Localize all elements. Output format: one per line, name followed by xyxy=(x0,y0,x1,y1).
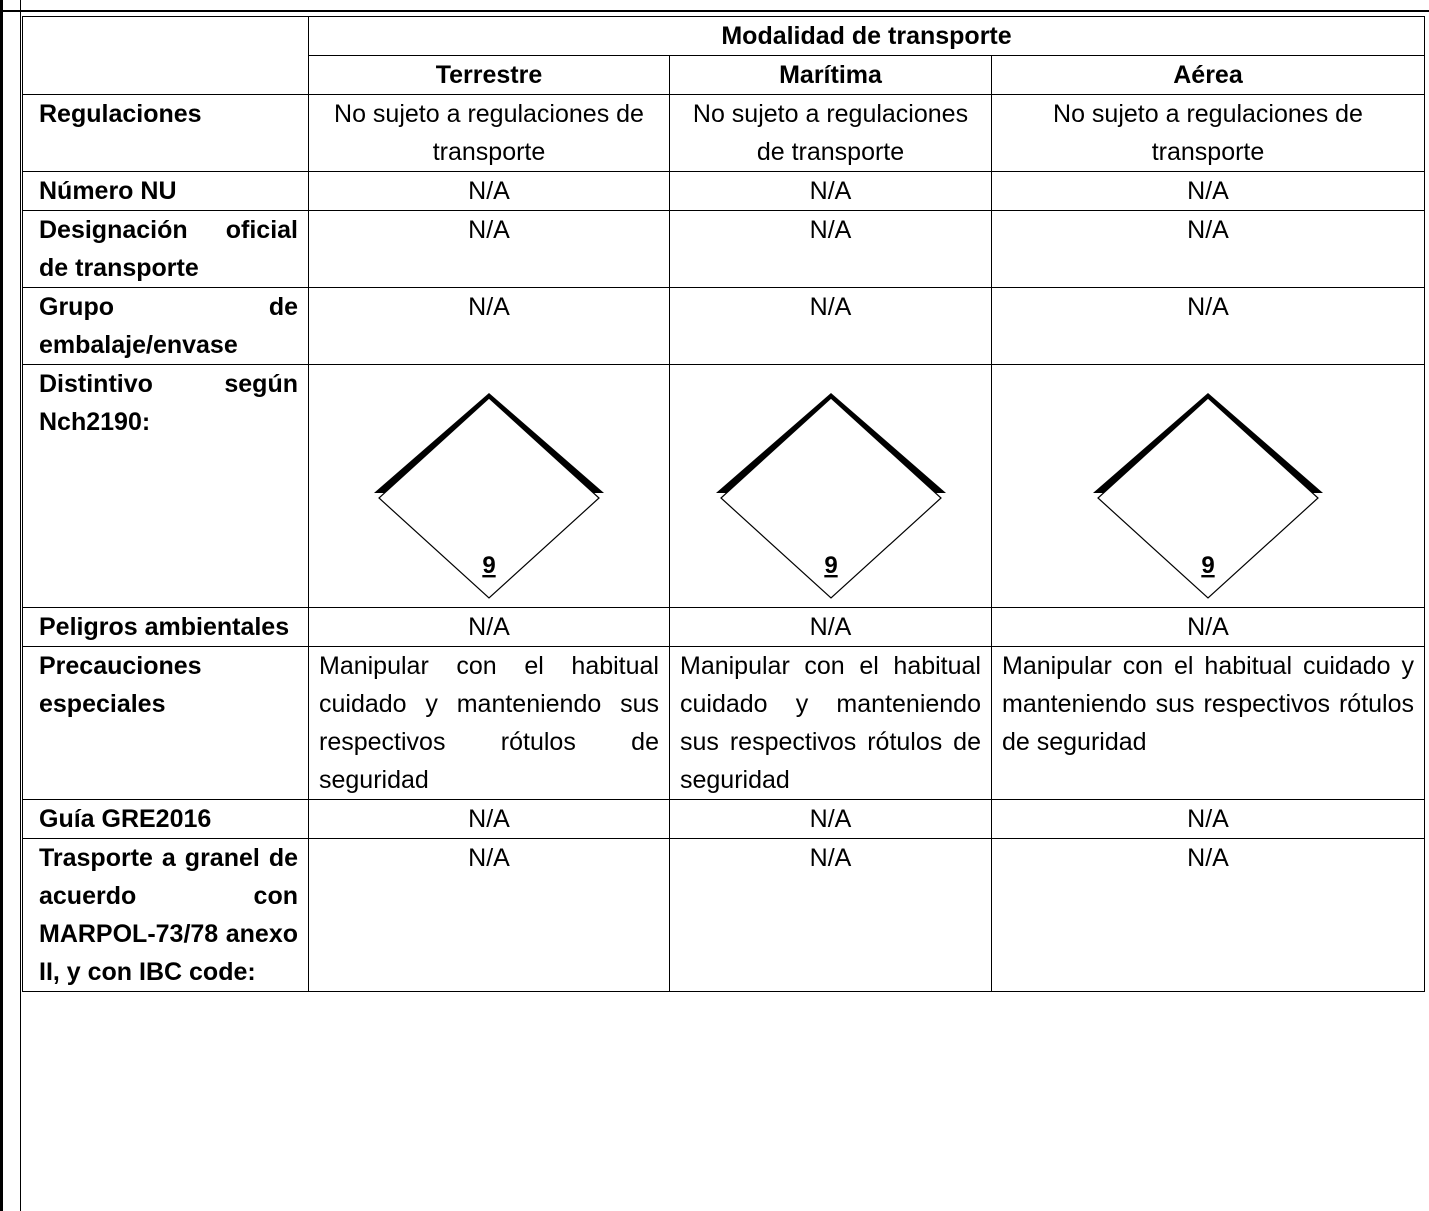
table-cell: N/A xyxy=(670,839,992,992)
table-cell: N/A xyxy=(309,288,670,365)
row-label: Precauciones especiales xyxy=(23,647,309,800)
table-cell: No sujeto a regulaciones de transporte xyxy=(309,95,670,172)
table-row xyxy=(23,608,1425,647)
row-label: Trasporte a granel de acuerdo con MARPOL-73/78 anexo II, y con IBC code: xyxy=(23,839,309,992)
placard-number: 9 xyxy=(1201,552,1215,579)
table-row xyxy=(23,647,1425,800)
row-label: Distintivo según Nch2190: xyxy=(23,365,309,608)
table-cell: N/A xyxy=(309,608,670,647)
header-mode: Marítima xyxy=(670,56,992,95)
table-row xyxy=(23,365,1425,608)
table-cell: N/A xyxy=(309,839,670,992)
row-label: Guía GRE2016 xyxy=(23,800,309,839)
row-label: Grupo de embalaje/envase xyxy=(23,288,309,365)
table-cell: Manipular con el habitual cuidado y manteniendo sus respectivos rótulos de seguridad xyxy=(670,647,992,800)
placard-cell xyxy=(992,365,1425,608)
table-cell: N/A xyxy=(670,800,992,839)
placard-number: 9 xyxy=(482,552,496,579)
placard-cell xyxy=(309,365,670,608)
table-cell: N/A xyxy=(992,839,1425,992)
table-cell: N/A xyxy=(670,211,992,288)
table-cell: N/A xyxy=(992,172,1425,211)
table-cell: Manipular con el habitual cuidado y manteniendo sus respectivos rótulos de seguridad xyxy=(309,647,670,800)
table-cell: N/A xyxy=(670,288,992,365)
header-group: Modalidad de transporte xyxy=(309,17,1425,56)
table-cell: N/A xyxy=(309,211,670,288)
table-cell: N/A xyxy=(309,172,670,211)
table-row xyxy=(23,800,1425,839)
row-label: Designación oficial de transporte xyxy=(23,211,309,288)
transport-table xyxy=(22,16,1425,992)
table-cell: N/A xyxy=(670,608,992,647)
placard-cell xyxy=(670,365,992,608)
class-9-hazard-placard-icon xyxy=(1093,393,1323,603)
table-cell: Manipular con el habitual cuidado y manteniendo sus respectivos rótulos de seguridad xyxy=(992,647,1425,800)
table-row xyxy=(23,211,1425,288)
header-mode: Terrestre xyxy=(309,56,670,95)
row-label: Regulaciones xyxy=(23,95,309,172)
class-9-hazard-placard-icon xyxy=(716,393,946,603)
table-header-row xyxy=(23,17,1425,56)
row-label: Número NU xyxy=(23,172,309,211)
table-row xyxy=(23,95,1425,172)
table-row xyxy=(23,172,1425,211)
header-mode: Aérea xyxy=(992,56,1425,95)
table-cell: N/A xyxy=(992,800,1425,839)
class-9-hazard-placard-icon xyxy=(374,393,604,603)
row-label: Peligros ambientales xyxy=(23,608,309,647)
empty-corner-cell xyxy=(23,17,309,95)
table-cell: N/A xyxy=(670,172,992,211)
table-cell: N/A xyxy=(992,608,1425,647)
left-border-rule xyxy=(0,0,21,1211)
table-cell: N/A xyxy=(992,288,1425,365)
table-cell: No sujeto a regulaciones de transporte xyxy=(992,95,1425,172)
table-cell: N/A xyxy=(992,211,1425,288)
table-row xyxy=(23,839,1425,992)
placard-number: 9 xyxy=(823,552,838,579)
top-rule xyxy=(0,10,1429,12)
table-row xyxy=(23,288,1425,365)
table-cell: No sujeto a regulaciones de transporte xyxy=(670,95,992,172)
table-cell: N/A xyxy=(309,800,670,839)
